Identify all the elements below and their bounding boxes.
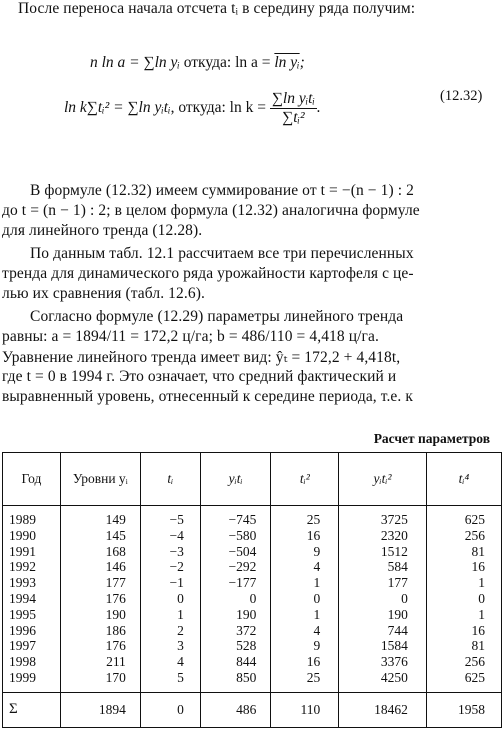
total-sigma: Σ [3,692,61,727]
total-cell: 486 [200,692,270,727]
value-cell: 177 [339,575,427,591]
equation-number: (12.32) [440,88,483,104]
value-cell: 16 [271,654,339,670]
paragraph-3-line: Уравнение линейного тренда имеет вид: ŷₜ = 172,2 + 4,418t, [2,349,401,366]
paragraph-3-line: равны: a = 1894/11 = 172,2 ц/га; b = 486/110 = 4,418 ц/га. [2,328,379,345]
value-cell: 16 [271,528,339,544]
table-total-row [3,692,502,727]
year-cell: 1996 [3,623,61,639]
value-cell: 3725 [339,506,427,528]
header-yt2: yᵢtᵢ² [339,453,427,506]
year-cell: 1997 [3,638,61,654]
year-cell: 1998 [3,654,61,670]
paragraph-3-line: выравненный уровень, отнесенный к середине периода, т.е. к [2,388,413,405]
value-cell: 4 [271,623,339,639]
value-cell: 584 [339,559,427,575]
value-cell: −5 [140,506,200,528]
value-cell: 1584 [339,638,427,654]
value-cell: 850 [200,670,270,692]
value-cell: 2320 [339,528,427,544]
value-cell: 844 [200,654,270,670]
value-cell: −4 [140,528,200,544]
value-cell: 744 [339,623,427,639]
value-cell: 186 [60,623,140,639]
table-row [3,506,502,528]
header-levels: Уровни yᵢ [60,453,140,506]
value-cell: 1512 [339,544,427,560]
value-cell: −177 [200,575,270,591]
formula-ln-k-fraction [270,90,317,127]
year-cell: 1994 [3,591,61,607]
value-cell: 2 [140,623,200,639]
value-cell: 625 [426,670,501,692]
total-cell: 1894 [60,692,140,727]
value-cell: 25 [271,506,339,528]
year-cell: 1999 [3,670,61,692]
value-cell: 16 [426,559,501,575]
table-row [3,575,502,591]
formula-ln-k-numerator: ∑ln yᵢtᵢ [271,90,315,107]
header-t: tᵢ [140,453,200,506]
total-cell: 110 [271,692,339,727]
formula-ln-a-right: ln yᵢ [274,54,300,71]
value-cell: 170 [60,670,140,692]
table-row [3,654,502,670]
year-cell: 1992 [3,559,61,575]
formula-ln-k-denominator: ∑tᵢ² [282,109,305,126]
value-cell: 149 [60,506,140,528]
total-cell: 18462 [339,692,427,727]
value-cell: 25 [271,670,339,692]
value-cell: −1 [140,575,200,591]
value-cell: −3 [140,544,200,560]
year-cell: 1991 [3,544,61,560]
value-cell: 1 [271,607,339,623]
value-cell: 4 [271,559,339,575]
value-cell: 0 [426,591,501,607]
value-cell: 176 [60,638,140,654]
paragraph-2-line: По данным табл. 12.1 рассчитаем все три перечисленных [30,245,414,262]
table-row [3,623,502,639]
table-row [3,607,502,623]
value-cell: 177 [60,575,140,591]
value-cell: 0 [271,591,339,607]
header-t2: tᵢ² [271,453,339,506]
value-cell: 190 [60,607,140,623]
value-cell: −745 [200,506,270,528]
value-cell: 190 [339,607,427,623]
total-cell: 0 [140,692,200,727]
value-cell: 0 [339,591,427,607]
formula-ln-k-mid: , откуда: ln k = [170,99,270,117]
value-cell: 146 [60,559,140,575]
value-cell: 1 [426,575,501,591]
table-caption: Расчет параметров [373,431,490,446]
table-row [3,528,502,544]
table-row [3,638,502,654]
value-cell: 256 [426,654,501,670]
value-cell: 4 [140,654,200,670]
value-cell: 4250 [339,670,427,692]
value-cell: −504 [200,544,270,560]
value-cell: 256 [426,528,501,544]
value-cell: 372 [200,623,270,639]
value-cell: 1 [140,607,200,623]
value-cell: 1 [426,607,501,623]
value-cell: 168 [60,544,140,560]
value-cell: 145 [60,528,140,544]
table-header-row [3,453,502,506]
paragraph-3-line: Согласно формуле (12.29) параметры линейного тренда [30,308,404,325]
table-row [3,544,502,560]
value-cell: 1 [271,575,339,591]
formula-ln-k-left: ln k∑tᵢ² = ∑ln yᵢtᵢ [64,99,171,117]
year-cell: 1995 [3,607,61,623]
formula-ln-a-mid: откуда: ln a = [179,54,275,71]
table-row [3,559,502,575]
formula-ln-a-left: n ln a = ∑ln yᵢ [90,54,180,71]
value-cell: 3376 [339,654,427,670]
table-row [3,670,502,692]
value-cell: 528 [200,638,270,654]
value-cell: 190 [200,607,270,623]
formula-ln-k-tail: . [316,99,321,117]
paragraph-1-line: до t = (n − 1) : 2; в целом формула (12.32) аналогична формуле [2,202,420,219]
parameters-table [2,452,502,728]
value-cell: 9 [271,638,339,654]
paragraph-2-line: тренда для динамического ряда урожайности картофеля с це- [2,265,414,282]
value-cell: 81 [426,638,501,654]
formula-ln-k [64,90,321,127]
value-cell: 5 [140,670,200,692]
year-cell: 1993 [3,575,61,591]
paragraph-1-line: для линейного тренда (12.28). [2,222,203,239]
total-cell: 1958 [426,692,501,727]
value-cell: −2 [140,559,200,575]
value-cell: 0 [140,591,200,607]
value-cell: 0 [200,591,270,607]
paragraph-2-line: лью их сравнения (табл. 12.6). [2,285,205,302]
formula-ln-a [90,54,305,72]
paragraph-3-line: где t = 0 в 1994 г. Это означает, что средний фактический и [2,368,397,385]
intro-text: После переноса начала отсчета tᵢ в середину ряда получим: [18,0,416,17]
year-cell: 1990 [3,528,61,544]
value-cell: 3 [140,638,200,654]
paragraph-1-line: В формуле (12.32) имеем суммирование от t = −(n − 1) : 2 [30,182,414,199]
value-cell: 16 [426,623,501,639]
value-cell: 9 [271,544,339,560]
year-cell: 1989 [3,506,61,528]
header-year: Год [3,453,61,506]
value-cell: −580 [200,528,270,544]
header-yt: yᵢtᵢ [200,453,270,506]
value-cell: 625 [426,506,501,528]
value-cell: 81 [426,544,501,560]
formula-ln-a-tail: ; [299,54,305,71]
value-cell: −292 [200,559,270,575]
value-cell: 211 [60,654,140,670]
header-t4: tᵢ⁴ [426,453,501,506]
value-cell: 176 [60,591,140,607]
table-row [3,591,502,607]
